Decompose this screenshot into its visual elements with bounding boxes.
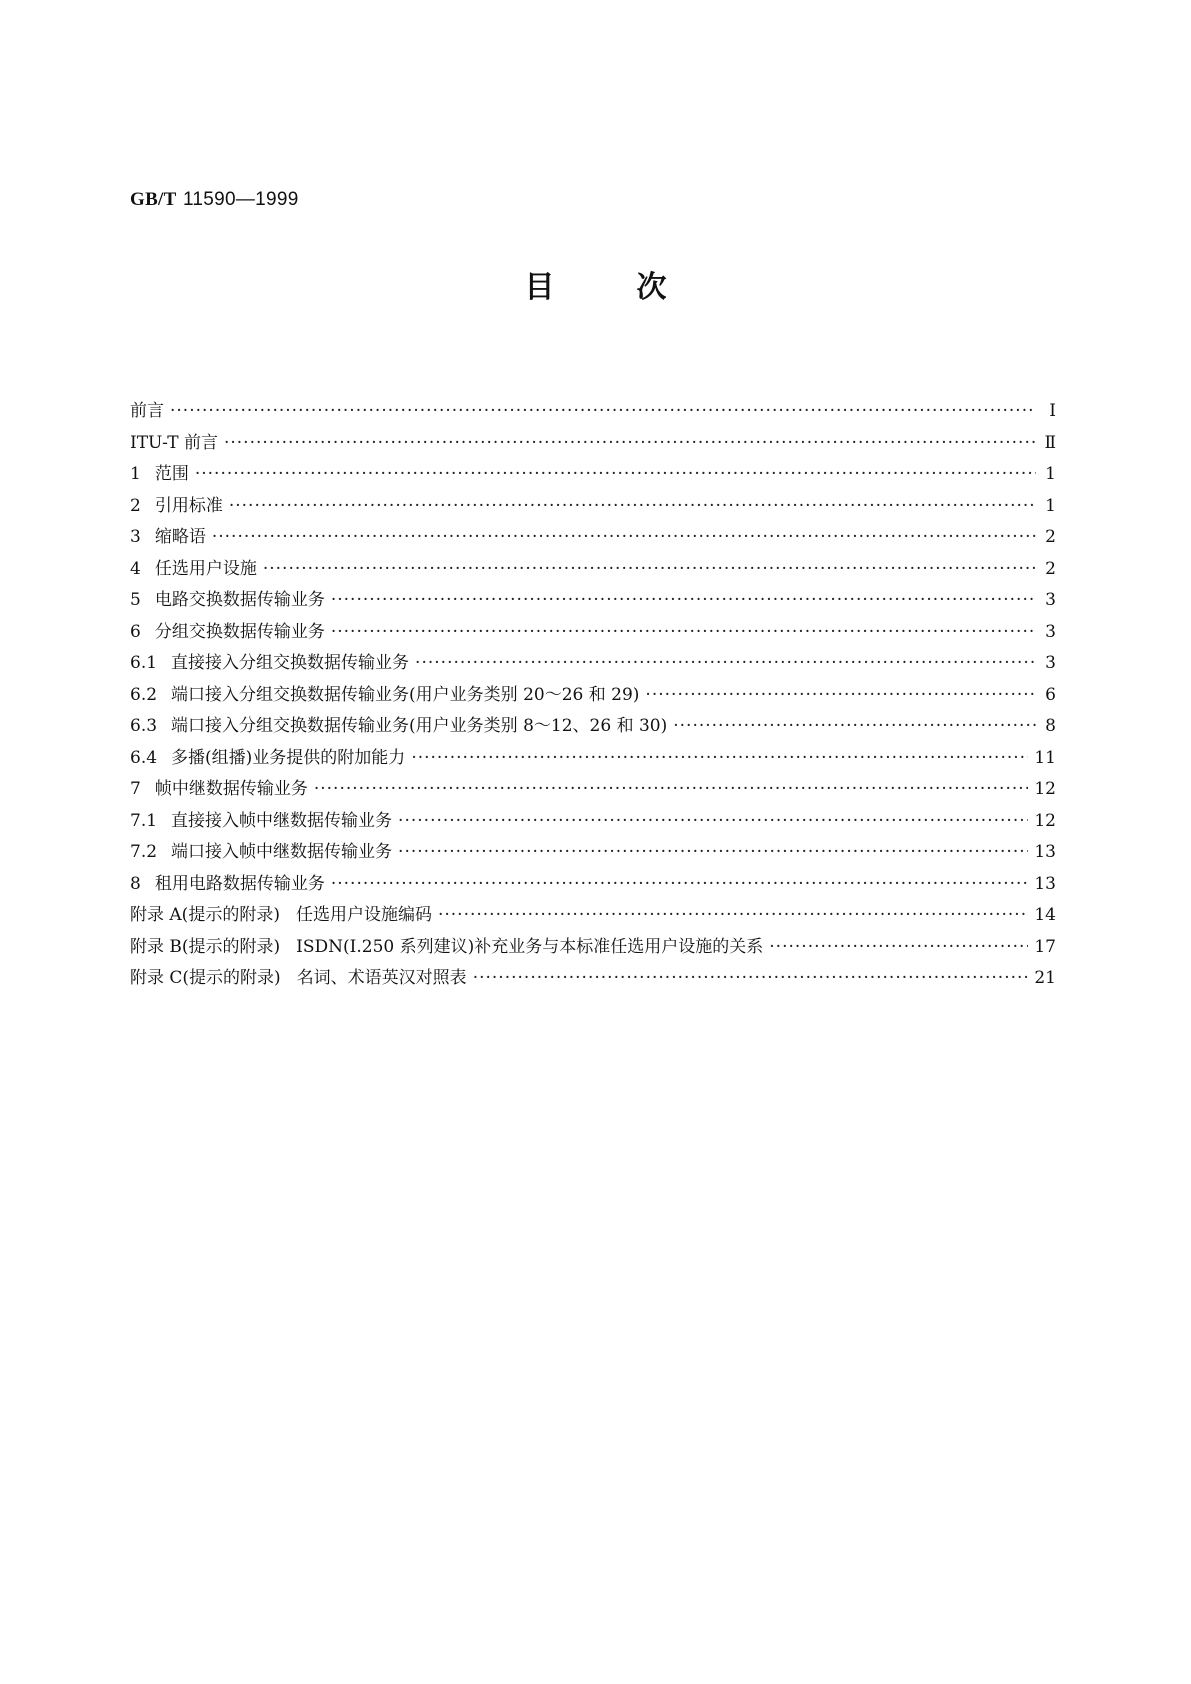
toc-dot-leader — [314, 774, 1029, 806]
toc-dot-leader — [398, 806, 1028, 838]
toc-page-number: 14 — [1034, 905, 1056, 925]
toc-section-title: 前言 — [130, 401, 164, 421]
toc-page-number: Ⅱ — [1044, 432, 1056, 453]
toc-section-title: 端口接入帧中继数据传输业务 — [171, 842, 393, 862]
toc-section-title: 任选用户设施 — [154, 558, 257, 579]
toc-section-title: 多播(组播)业务提供的附加能力 — [171, 747, 406, 768]
toc-dot-leader — [170, 396, 1036, 428]
toc-entry-label — [130, 900, 432, 932]
toc-dot-leader — [769, 932, 1028, 964]
toc-section-number: 6 — [130, 621, 141, 642]
toc-section-title: 分组交换数据传输业务 — [154, 621, 325, 642]
toc-entry[interactable] — [130, 963, 1056, 995]
toc-dot-leader — [645, 680, 1036, 712]
toc-section-number: 6.3 — [130, 716, 158, 736]
toc-entry-label — [130, 711, 667, 743]
toc-page-number: 1 — [1045, 495, 1056, 516]
toc-section-title: 电路交换数据传输业务 — [154, 590, 325, 610]
toc-page-number: 13 — [1034, 842, 1056, 862]
toc-entry[interactable] — [130, 680, 1056, 712]
toc-dot-leader — [673, 711, 1036, 743]
toc-entry-label — [130, 680, 639, 712]
toc-section-number: 7.2 — [130, 842, 158, 862]
toc-entry[interactable] — [130, 837, 1056, 869]
toc-section-number: 1 — [130, 464, 141, 484]
toc-entry[interactable] — [130, 617, 1056, 649]
toc-section-number: 5 — [130, 590, 141, 610]
page-title: 目次 — [524, 270, 749, 305]
toc-dot-leader — [331, 585, 1036, 617]
toc-dot-leader — [224, 428, 1036, 460]
toc-entry[interactable] — [130, 648, 1056, 680]
toc-dot-leader — [331, 869, 1029, 901]
toc-section-number: 7 — [130, 779, 141, 799]
toc-entry-label — [130, 648, 409, 680]
toc-page-number: 12 — [1034, 810, 1056, 831]
toc-dot-leader — [212, 522, 1036, 554]
toc-entry-label — [130, 837, 392, 869]
toc-entry[interactable] — [130, 932, 1056, 964]
toc-page-number: 3 — [1045, 590, 1056, 610]
toc-page-number: 13 — [1034, 873, 1056, 894]
toc-entry[interactable] — [130, 554, 1056, 586]
toc-dot-leader — [229, 491, 1036, 523]
toc-page-number: 11 — [1034, 747, 1056, 768]
toc-page-number: 3 — [1045, 653, 1056, 673]
toc-entry-label — [130, 585, 325, 617]
toc-section-title: 任选用户设施编码 — [295, 905, 432, 925]
toc-entry-label — [130, 617, 325, 649]
toc-entry[interactable] — [130, 900, 1056, 932]
toc-entry-label — [130, 491, 223, 523]
toc-entry-label — [130, 806, 392, 838]
standard-prefix: GB/T — [130, 189, 177, 210]
toc-section-title: 直接接入分组交换数据传输业务 — [171, 653, 410, 673]
toc-page-number: 1 — [1045, 464, 1056, 484]
toc-entry[interactable] — [130, 491, 1056, 523]
toc-entry[interactable] — [130, 869, 1056, 901]
toc-dot-leader — [263, 554, 1036, 586]
toc-page-number: 3 — [1045, 621, 1056, 642]
toc-dot-leader — [411, 743, 1028, 775]
toc-section-number: 6.1 — [130, 653, 158, 673]
toc-section-title: ITU-T 前言 — [130, 432, 218, 453]
toc-entry-label — [130, 963, 467, 995]
toc-section-number: 附录 B(提示的附录) — [130, 936, 281, 957]
toc-section-number: 6.4 — [130, 747, 158, 768]
toc-entry-label — [130, 396, 164, 428]
toc-entry-label — [130, 743, 405, 775]
toc-entry[interactable] — [130, 743, 1056, 775]
toc-page-number: 17 — [1034, 936, 1056, 957]
toc-section-number: 6.2 — [130, 684, 158, 705]
toc-section-title: 缩略语 — [154, 527, 206, 547]
toc-page-number: 2 — [1045, 558, 1056, 579]
toc-entry[interactable] — [130, 522, 1056, 554]
toc-entry-label — [130, 459, 189, 491]
toc-section-title: 直接接入帧中继数据传输业务 — [171, 810, 393, 831]
toc-entry-label — [130, 428, 218, 460]
toc-section-title: 租用电路数据传输业务 — [154, 873, 325, 894]
toc-dot-leader — [438, 900, 1028, 932]
toc-page-number: 8 — [1045, 716, 1056, 736]
standard-number — [130, 188, 299, 211]
toc-section-title: 帧中继数据传输业务 — [154, 779, 308, 799]
toc-entry[interactable] — [130, 711, 1056, 743]
toc-entry-label — [130, 774, 308, 806]
toc-section-title: ISDN(Ⅰ.250 系列建议)补充业务与本标准任选用户设施的关系 — [296, 936, 764, 957]
toc-section-title: 名词、术语英汉对照表 — [296, 968, 467, 988]
toc-section-number: 7.1 — [130, 810, 158, 831]
toc-entry[interactable] — [130, 774, 1056, 806]
toc-entry-label — [130, 554, 257, 586]
toc-page-number: 21 — [1034, 968, 1056, 988]
toc-dot-leader — [398, 837, 1028, 869]
toc-page-number: Ⅰ — [1049, 401, 1056, 421]
toc-page-number: 2 — [1045, 527, 1056, 547]
toc-entry[interactable] — [130, 396, 1056, 428]
toc-section-number: 8 — [130, 873, 141, 894]
toc-section-number: 4 — [130, 558, 141, 579]
toc-section-title: 端口接入分组交换数据传输业务(用户业务类别 20～26 和 29) — [171, 684, 640, 705]
toc-section-title: 端口接入分组交换数据传输业务(用户业务类别 8～12、26 和 30) — [171, 716, 668, 736]
toc-section-number: 2 — [130, 495, 141, 516]
toc-section-number: 附录 C(提示的附录) — [130, 968, 281, 988]
toc-section-title: 范围 — [154, 464, 189, 484]
toc-section-title: 引用标准 — [154, 495, 223, 516]
toc-section-number: 附录 A(提示的附录) — [130, 905, 280, 925]
toc-page-number: 6 — [1045, 684, 1056, 705]
toc-section-number: 3 — [130, 527, 141, 547]
standard-code: 11590—1999 — [182, 189, 299, 210]
toc-entry[interactable] — [130, 459, 1056, 491]
toc-entry[interactable] — [130, 585, 1056, 617]
table-of-contents — [130, 396, 1056, 995]
toc-page-number: 12 — [1034, 779, 1056, 799]
toc-entry[interactable] — [130, 806, 1056, 838]
toc-dot-leader — [415, 648, 1036, 680]
toc-entry[interactable] — [130, 428, 1056, 460]
toc-dot-leader — [473, 963, 1029, 995]
toc-entry-label — [130, 522, 206, 554]
toc-dot-leader — [195, 459, 1036, 491]
toc-dot-leader — [331, 617, 1036, 649]
toc-entry-label — [130, 932, 763, 964]
toc-entry-label — [130, 869, 325, 901]
